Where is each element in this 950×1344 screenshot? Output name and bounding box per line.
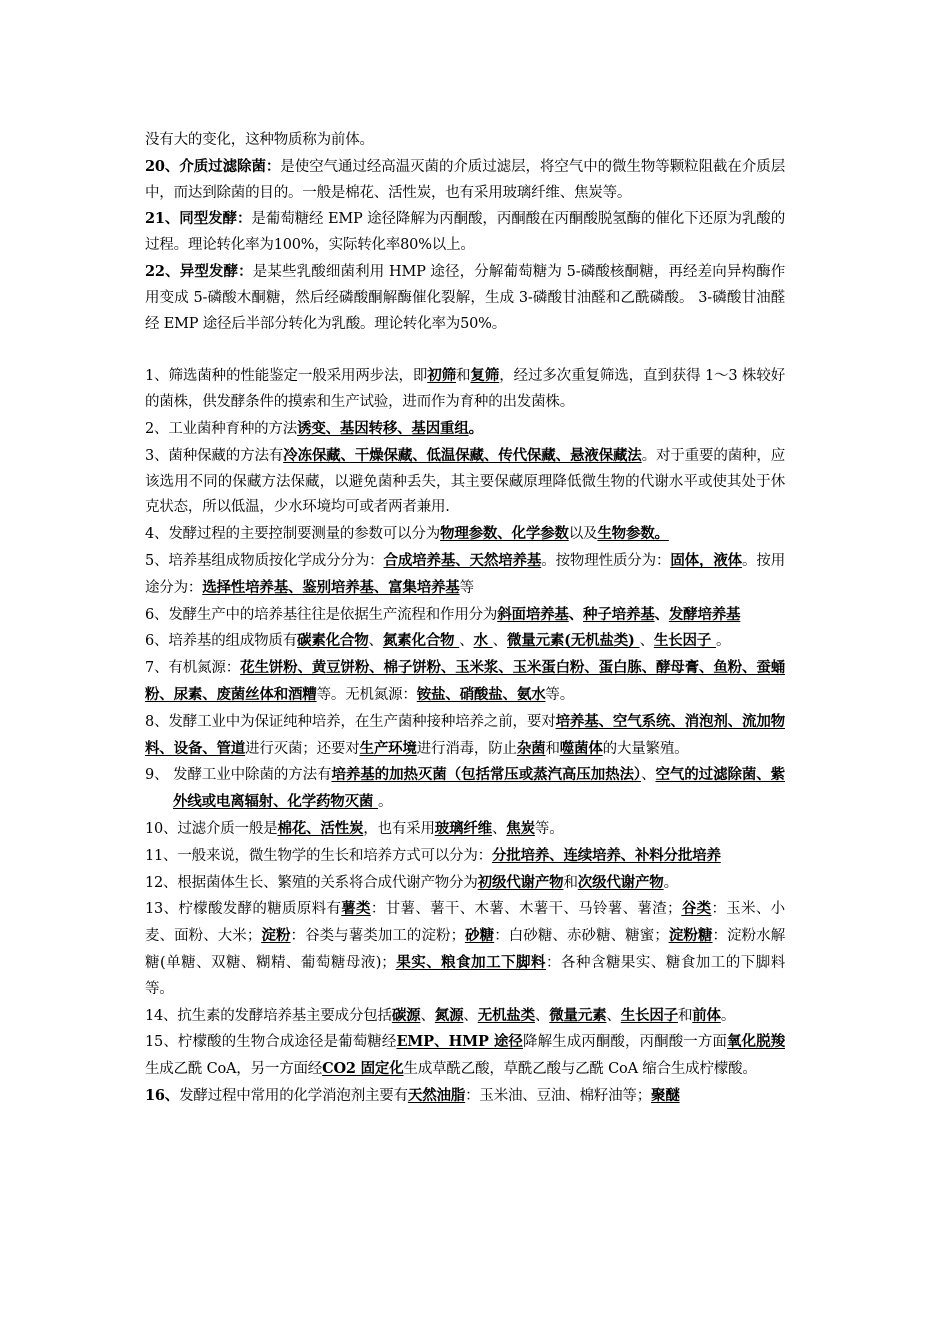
question-text: ：白砂糖、赤砂糖、糖蜜； <box>494 928 669 945</box>
question-text: 生成草酰乙酸，草酰乙酸与乙酰 CoA 缩合生成柠檬酸。 <box>403 1061 757 1078</box>
question-item <box>145 655 785 709</box>
answer-blank: EMP、HMP 途径 <box>396 1033 523 1051</box>
question-item <box>145 628 785 655</box>
question-text: 、 <box>420 1007 435 1024</box>
question-item <box>145 762 785 816</box>
question-text: 。 <box>378 794 393 811</box>
answer-blank: 培养基、空气系统、消泡剂、流加物料、设备、管道 <box>145 712 785 757</box>
answer-blank: 聚醚 <box>651 1086 680 1104</box>
document-body <box>145 128 785 1110</box>
question-text: 、 <box>368 633 383 650</box>
answer-blank: 斜面培养基 <box>497 605 569 623</box>
answer-blank: 微量元素(无机盐类) <box>506 632 640 650</box>
answer-blank: 生长因子 <box>653 632 716 650</box>
question-item <box>145 843 785 870</box>
fill-in-question-list <box>145 363 785 1109</box>
answer-blank: 杂菌 <box>516 739 546 757</box>
answer-blank: 分批培养、连续培养、补料分批培养 <box>491 846 721 864</box>
answer-blank: 空气的过滤除菌、紫外线或电离辐射、化学药物灭菌 <box>173 766 785 811</box>
question-text: 、 <box>639 633 654 650</box>
answer-blank: 铵盐、硝酸盐、氨水 <box>416 685 546 703</box>
answer-blank: 物理参数、化学参数 <box>440 525 569 543</box>
question-text: 。按用途分为： <box>145 552 785 596</box>
question-item <box>145 896 785 1002</box>
question-text: ：谷类与薯类加工的淀粉； <box>290 928 465 945</box>
answer-blank: 玻璃纤维 <box>434 819 492 837</box>
question-text: 6、发酵生产中的培养基往往是依据生产流程和作用分为 <box>145 606 498 623</box>
definition-term: 20、介质过滤除菌： <box>145 157 281 175</box>
answer-blank: 氧化脱羧 <box>726 1033 785 1051</box>
definition-21 <box>145 206 785 259</box>
question-text: 6、培养基的组成物质有 <box>145 633 298 650</box>
question-item <box>145 416 785 443</box>
question-text: 2、工业菌种育种的方法 <box>145 420 298 437</box>
question-text: 和 <box>545 740 560 757</box>
question-text: 等 <box>459 579 474 596</box>
answer-blank: 果实、粮食加工下脚料 <box>395 953 547 971</box>
answer-blank: 谷类 <box>681 900 712 918</box>
question-text: 14、抗生素的发酵培养基主要成分包括 <box>145 1007 392 1024</box>
bold-text: 。 <box>468 419 483 437</box>
question-text: 12、根据菌体生长、繁殖的关系将合成代谢产物分为 <box>145 874 478 891</box>
question-text: 发酵过程中常用的化学消泡剂主要有 <box>179 1087 408 1104</box>
question-text: 的大量繁殖。 <box>602 740 689 757</box>
answer-blank: 棉花、活性炭 <box>277 819 364 837</box>
question-text: 、 <box>459 633 474 650</box>
answer-blank: 花生饼粉、黄豆饼粉、棉子饼粉、玉米浆、玉米蛋白粉、蛋白胨、酵母膏、鱼粉、蚕蛹粉、尿素、废菌丝体和酒糟 <box>145 659 785 703</box>
question-item <box>145 709 785 763</box>
definition-text: 是某些乳酸细菌利用 HMP 途径，分解葡萄糖为 5-磷酸核酮糖，再经差向异构酶作用变成 5-磷酸木酮糖，然后经磷酸酮解酶催化裂解，生成 3-磷酸甘油醛和乙酰磷酸。 3-磷酸甘油醛经 EMP 途径后半部分转化为乳酸。理论转化率为50%。 <box>145 263 785 332</box>
answer-blank: CO2 固定化 <box>322 1060 404 1078</box>
answer-blank: 淀粉糖 <box>668 927 713 945</box>
question-text: 15、柠檬酸的生物合成途径是葡萄糖经 <box>145 1034 397 1051</box>
question-item <box>145 1003 785 1030</box>
definition-19-tail: 没有大的变化，这种物质称为前体。 <box>145 132 374 148</box>
answer-blank: 生物参数。 <box>597 525 669 543</box>
answer-blank: 复筛 <box>470 367 500 385</box>
question-text: 、 <box>534 1007 550 1024</box>
answer-blank: 焦炭 <box>506 819 535 837</box>
question-text: ：玉米、小麦、面粉、大米； <box>145 901 785 945</box>
question-text: 以及 <box>568 526 598 543</box>
definition-22 <box>145 259 785 337</box>
answer-blank: 固体，液体 <box>670 551 743 569</box>
question-text: 9、 发酵工业中除菌的方法有 <box>145 767 332 784</box>
question-text: 进行消毒，防止 <box>416 740 517 757</box>
answer-blank: 前体 <box>692 1006 721 1024</box>
question-text: 。对于重要的菌种，应该选用不同的保藏方法保藏，以避免菌种丢失，其主要保藏原理降低微生物的代谢水平或使其处于休克状态，所以低温，少水环境均可或者两者兼用. <box>145 447 786 516</box>
answer-blank: 氮源 <box>434 1006 464 1024</box>
question-item <box>145 1083 785 1110</box>
question-text: 。 <box>663 874 678 891</box>
answer-blank: 噬菌体 <box>559 739 603 757</box>
question-text: 10、过滤介质一般是 <box>145 820 278 837</box>
question-text: 、 <box>492 633 507 650</box>
question-item <box>145 870 785 897</box>
question-text: 等。 <box>534 820 564 837</box>
question-text: ：淀粉水解糖(单糖、双糖、糊精、葡萄糖母液)； <box>145 928 785 971</box>
definition-term: 21、同型发酵： <box>145 210 252 228</box>
answer-blank: 发酵培养基 <box>668 605 741 623</box>
answer-blank: 诱变、基因转移、基因重组 <box>297 419 469 437</box>
question-text: 等。 <box>545 686 575 703</box>
answer-blank: 初筛 <box>427 367 457 385</box>
answer-blank: 氮素化合物 <box>382 632 460 650</box>
question-text: 。 <box>715 633 731 650</box>
definition-text: 是使空气通过经高温灭菌的介质过滤层，将空气中的微生物等颗粒阻截在介质层中，而达到除菌的目的。一般是棉花、活性炭，也有采用玻璃纤维、焦炭等。 <box>145 158 785 201</box>
question-text: 3、菌种保藏的方法有 <box>145 447 284 464</box>
answer-blank: 培养基的加热灭菌（包括常压或蒸汽高压加热法） <box>331 766 642 784</box>
answer-blank: 种子培养基 <box>583 605 655 623</box>
answer-blank: 水 <box>473 632 493 650</box>
question-text: 、 <box>491 820 507 837</box>
question-item <box>145 363 785 416</box>
question-text: 5、培养基组成物质按化学成分分为： <box>145 552 384 569</box>
answer-blank: 选择性培养基、鉴别培养基、富集培养基 <box>202 578 460 596</box>
question-item <box>145 602 785 629</box>
answer-blank: 碳素化合物 <box>297 632 369 650</box>
answer-blank: 初级代谢产物 <box>477 873 564 891</box>
question-text: ，也有采用 <box>363 820 435 837</box>
answer-blank: 微量元素 <box>549 1006 607 1024</box>
question-text: 11、一般来说，微生物学的生长和培养方式可以分为： <box>145 847 492 864</box>
question-item <box>145 816 785 843</box>
question-text: 、 <box>641 767 656 784</box>
question-text: 生成乙酰 CoA，另一方面经 <box>145 1061 323 1078</box>
question-text: 8、发酵工业中为保证纯种培养，在生产菌种接种培养之前，要对 <box>145 713 556 730</box>
answer-blank: 碳源 <box>391 1006 421 1024</box>
answer-blank: 冷冻保藏、干燥保藏、低温保藏、传代保藏、悬液保藏法 <box>283 446 642 464</box>
answer-blank: 天然油脂 <box>407 1086 466 1104</box>
question-text: 4、发酵过程的主要控制要测量的参数可以分为 <box>145 526 441 543</box>
definition-term: 22、异型发酵： <box>145 262 253 280</box>
question-text: 等。无机氮源： <box>316 686 417 703</box>
definition-20 <box>145 154 785 207</box>
question-item <box>145 443 785 521</box>
question-text: 降解生成丙酮酸，丙酮酸一方面 <box>523 1034 727 1051</box>
question-text: 。 <box>720 1007 736 1024</box>
question-text: 7、有机氮源： <box>145 660 241 677</box>
question-text: 和 <box>563 874 578 891</box>
question-text: 、 <box>463 1007 478 1024</box>
bold-text: 、 <box>568 605 584 623</box>
answer-blank: 次级代谢产物 <box>577 873 664 891</box>
question-text: 13、柠檬酸发酵的糖质原料有 <box>145 901 342 918</box>
answer-blank: 合成培养基、天然培养基 <box>383 551 542 569</box>
section-gap <box>145 337 785 363</box>
question-text: 进行灭菌；还要对 <box>245 740 360 757</box>
question-text: 、 <box>606 1007 621 1024</box>
question-item <box>145 1029 785 1083</box>
question-text: 1、筛选菌种的性能鉴定一般采用两步法，即 <box>145 368 428 385</box>
bold-text: 、 <box>654 605 669 623</box>
question-text: ：甘薯、薯干、木薯、木薯干、马铃薯、薯渣； <box>370 901 682 918</box>
question-text: ：各种含糖果实、糖食加工的下脚料等。 <box>145 954 785 997</box>
answer-blank: 生长因子 <box>620 1006 678 1024</box>
answer-blank: 生产环境 <box>359 739 417 757</box>
question-text: 。按物理性质分为： <box>541 552 671 569</box>
question-text: 和 <box>677 1007 693 1024</box>
bold-text: 16、 <box>145 1086 180 1104</box>
question-text: ：玉米油、豆油、棉籽油等； <box>465 1087 652 1104</box>
answer-blank: 砂糖 <box>464 927 495 945</box>
question-item <box>145 521 785 548</box>
question-text: ，经过多次重复筛选，直到获得 1～3 株较好的菌株，供发酵条件的摸索和生产试验，进而作为育种的出发菌株。 <box>145 368 785 411</box>
definition-text: 是葡萄糖经 EMP 途径降解为丙酮酸，丙酮酸在丙酮酸脱氢酶的催化下还原为乳酸的过程。理论转化率为100%，实际转化率80%以上。 <box>145 211 786 254</box>
answer-blank: 薯类 <box>341 900 371 918</box>
question-item <box>145 548 785 602</box>
question-text: 和 <box>456 368 471 385</box>
answer-blank: 淀粉 <box>261 927 291 945</box>
answer-blank: 无机盐类 <box>477 1006 535 1024</box>
